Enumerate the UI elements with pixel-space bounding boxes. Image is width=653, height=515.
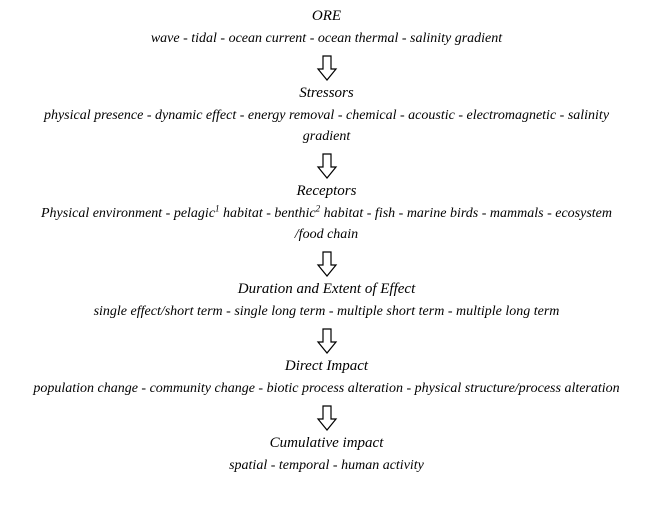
stage-receptors xyxy=(10,181,643,245)
stage-title: Receptors xyxy=(296,183,357,199)
flow-arrow-3 xyxy=(10,251,643,277)
flow-arrow-5 xyxy=(10,405,643,431)
flow-arrow-1 xyxy=(10,55,643,81)
stage-items: wave - tidal - ocean current - ocean thermal - salinity gradient xyxy=(150,31,503,46)
flow-arrow-2 xyxy=(10,153,643,179)
stage-title: ORE xyxy=(311,8,342,24)
stage-ore xyxy=(10,6,643,49)
hollow-down-arrow-icon xyxy=(316,328,338,354)
stage-cumulative-impact xyxy=(10,433,643,476)
stage-items: population change - community change - biotic process alteration - physical structure/process alteration xyxy=(33,381,620,396)
stage-stressors xyxy=(10,83,643,147)
hollow-down-arrow-icon xyxy=(316,153,338,179)
flow-arrow-4 xyxy=(10,328,643,354)
stage-title: Cumulative impact xyxy=(269,435,384,451)
hollow-down-arrow-icon xyxy=(316,55,338,81)
stage-title: Duration and Extent of Effect xyxy=(237,281,416,297)
stage-items: Physical environment - pelagic$^1$ habitat - benthic$^2$ habitat - fish - marine birds - mammals - ecosystem /food chain xyxy=(41,203,612,242)
hollow-down-arrow-icon xyxy=(316,405,338,431)
hollow-down-arrow-icon xyxy=(316,251,338,277)
stage-items: single effect/short term - single long term - multiple short term - multiple long term xyxy=(93,304,560,319)
stage-items: physical presence - dynamic effect - energy removal - chemical - acoustic - electromagnetic - salinity gradient xyxy=(43,108,610,144)
stage-duration-and-extent-of-effect xyxy=(10,279,643,322)
stage-title: Stressors xyxy=(299,85,354,101)
stage-items: spatial - temporal - human activity xyxy=(229,458,424,473)
stage-direct-impact xyxy=(10,356,643,399)
stage-title: Direct Impact xyxy=(284,358,369,374)
